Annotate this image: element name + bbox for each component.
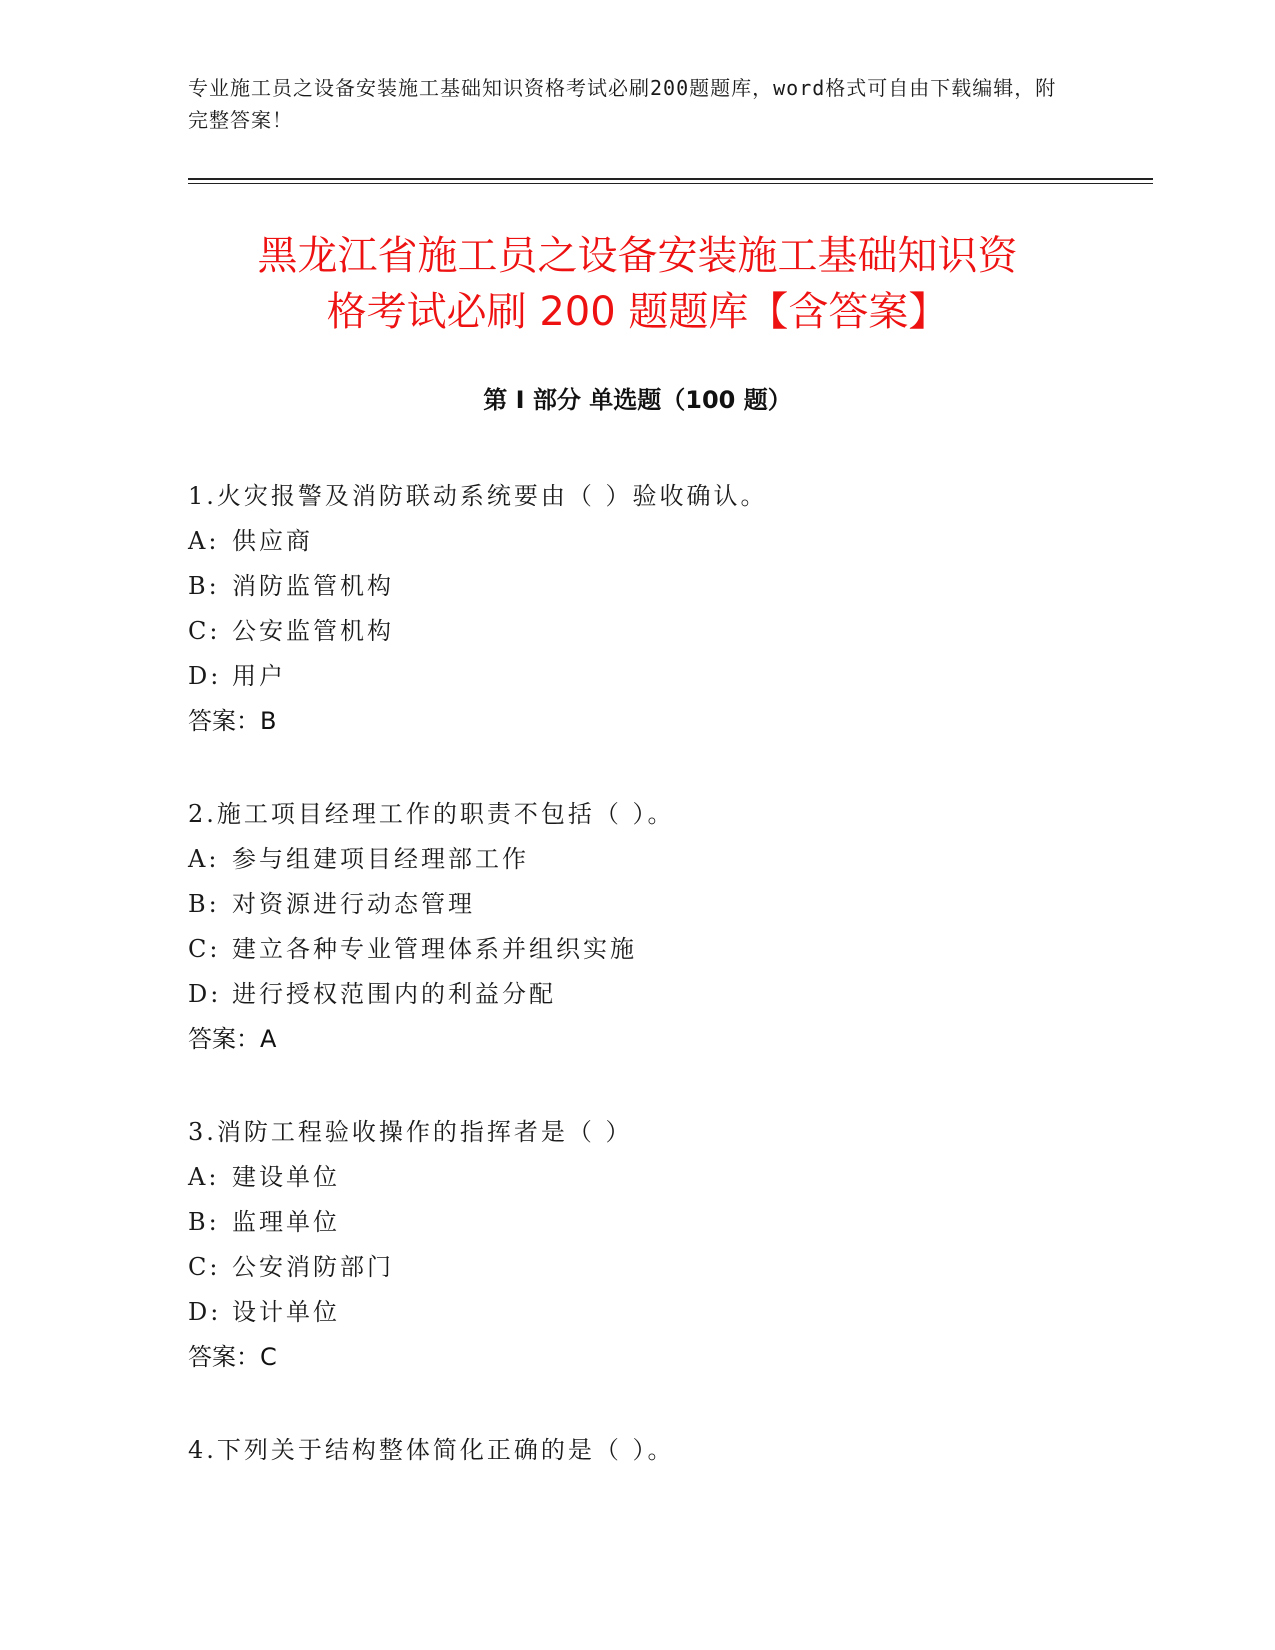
document-title-line-1: 黑龙江省施工员之设备安装施工基础知识资 xyxy=(257,233,1018,279)
option-c xyxy=(188,1245,1148,1290)
option-key: C: xyxy=(188,617,221,645)
answer-label: 答案： xyxy=(188,1025,260,1053)
document-title xyxy=(140,228,1135,340)
option-key: B: xyxy=(188,572,220,600)
header-divider xyxy=(188,178,1153,180)
option-key: D: xyxy=(188,980,222,1008)
intro-text: 专业施工员之设备安装施工基础知识资格考试必刷200题题库，word格式可自由下载编辑，附完整答案！ xyxy=(188,76,1057,132)
option-text: 建设单位 xyxy=(232,1163,340,1191)
option-key: A: xyxy=(188,527,220,555)
answer-line xyxy=(188,1335,1148,1380)
question-stem: 3.消防工程验收操作的指挥者是（ ） xyxy=(188,1118,633,1146)
option-d xyxy=(188,972,1148,1017)
header-divider-thin xyxy=(188,183,1153,184)
answer-value: A xyxy=(260,1025,277,1053)
answer-label: 答案： xyxy=(188,707,260,735)
question-stem: 1.火灾报警及消防联动系统要由（ ）验收确认。 xyxy=(188,482,768,510)
option-text: 对资源进行动态管理 xyxy=(232,890,475,918)
option-text: 用户 xyxy=(232,662,286,690)
option-a xyxy=(188,837,1148,882)
option-a xyxy=(188,1155,1148,1200)
option-text: 建立各种专业管理体系并组织实施 xyxy=(232,935,637,963)
answer-value: B xyxy=(260,707,277,735)
option-text: 设计单位 xyxy=(232,1298,340,1326)
answer-line xyxy=(188,699,1148,744)
option-key: A: xyxy=(188,1163,220,1191)
option-key: D: xyxy=(188,1298,222,1326)
question-1 xyxy=(188,474,1148,744)
option-d xyxy=(188,654,1148,699)
question-4 xyxy=(188,1428,1148,1473)
option-key: B: xyxy=(188,890,220,918)
option-text: 监理单位 xyxy=(232,1208,340,1236)
option-text: 参与组建项目经理部工作 xyxy=(232,845,529,873)
option-text: 消防监管机构 xyxy=(232,572,394,600)
option-text: 公安监管机构 xyxy=(232,617,394,645)
option-key: B: xyxy=(188,1208,220,1236)
option-b xyxy=(188,564,1148,609)
answer-value: C xyxy=(260,1343,277,1371)
option-text: 进行授权范围内的利益分配 xyxy=(232,980,556,1008)
option-key: C: xyxy=(188,935,221,963)
option-key: A: xyxy=(188,845,220,873)
option-b xyxy=(188,1200,1148,1245)
option-d xyxy=(188,1290,1148,1335)
option-key: D: xyxy=(188,662,222,690)
answer-label: 答案： xyxy=(188,1343,260,1371)
option-text: 公安消防部门 xyxy=(232,1253,394,1281)
option-c xyxy=(188,609,1148,654)
option-a xyxy=(188,519,1148,564)
option-c xyxy=(188,927,1148,972)
document-title-line-2: 格考试必刷 200 题题库【含答案】 xyxy=(326,289,949,335)
question-stem: 4.下列关于结构整体简化正确的是（ ）。 xyxy=(188,1436,675,1464)
section-title: 第 I 部分 单选题（100 题） xyxy=(483,386,792,414)
option-key: C: xyxy=(188,1253,221,1281)
question-list xyxy=(188,474,1148,1521)
question-2 xyxy=(188,792,1148,1062)
answer-line xyxy=(188,1017,1148,1062)
question-3 xyxy=(188,1110,1148,1380)
question-stem: 2.施工项目经理工作的职责不包括（ ）。 xyxy=(188,800,675,828)
option-text: 供应商 xyxy=(232,527,313,555)
option-b xyxy=(188,882,1148,927)
